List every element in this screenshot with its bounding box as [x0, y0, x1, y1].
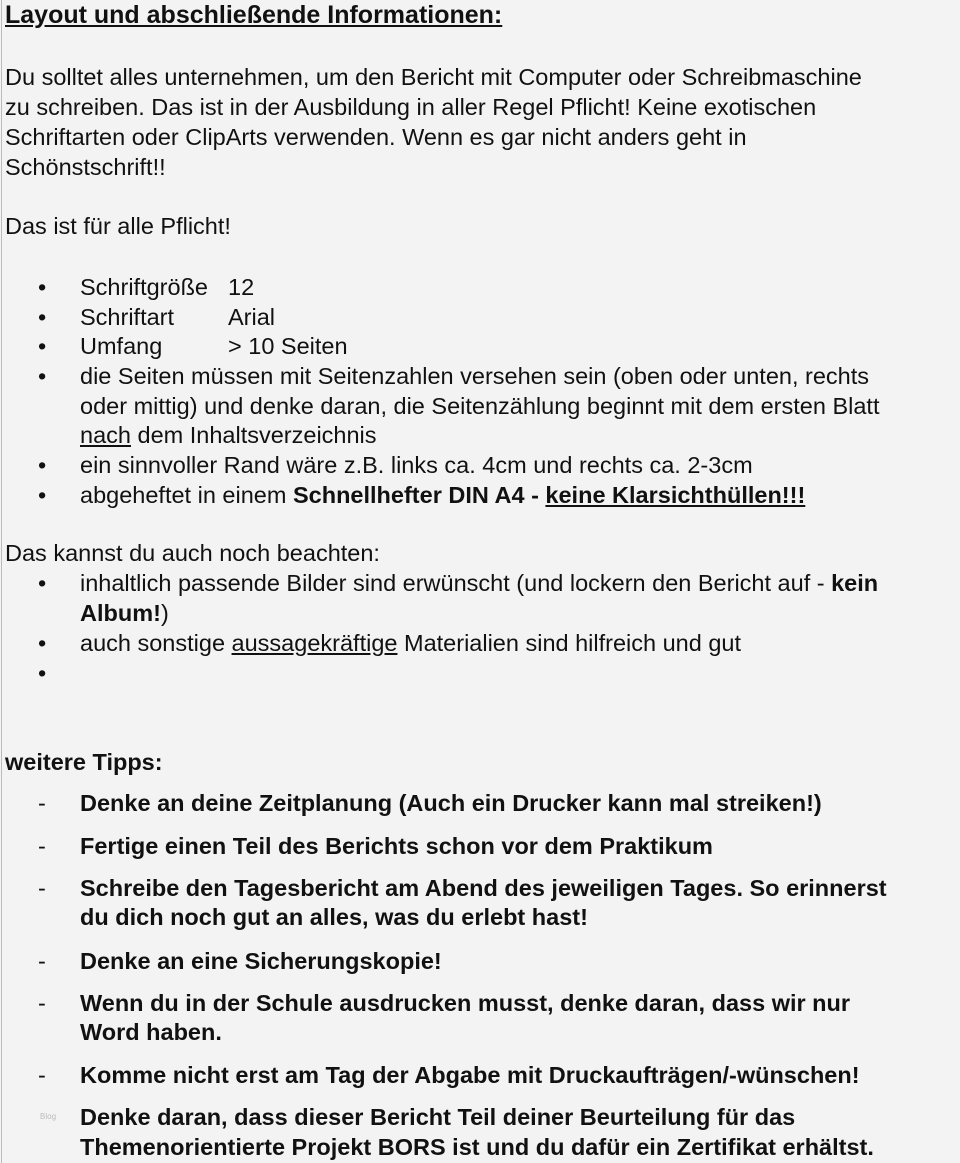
list-item-font-size: [80, 272, 254, 302]
value: 12: [228, 274, 255, 300]
text: auch sonstige: [80, 630, 232, 656]
bullet-icon: •: [38, 660, 47, 686]
list-item-length: [80, 331, 348, 361]
dash-icon: -: [38, 833, 46, 859]
emphasis: Album!: [80, 600, 161, 626]
tip-item: Komme nicht erst am Tag der Abgabe mit Druckaufträgen/-wünschen!: [80, 1062, 860, 1088]
label: Umfang: [80, 333, 163, 359]
list-item-margin: ein sinnvoller Rand wäre z.B. links ca. 4cm und rechts ca. 2-3cm: [80, 452, 753, 478]
tip-item: Wenn du in der Schule ausdrucken musst, denke daran, dass wir nur: [80, 990, 851, 1016]
emphasis: nach: [80, 422, 131, 448]
dash-icon: -: [38, 790, 46, 816]
tip-item: Fertige einen Teil des Berichts schon vor dem Praktikum: [80, 833, 713, 859]
list-item-binder: [80, 480, 805, 510]
bullet-icon: •: [38, 363, 47, 389]
text: Materialien sind hilfreich und gut: [397, 630, 742, 656]
label: Schriftart: [80, 304, 175, 330]
value: Arial: [228, 304, 276, 330]
page-border: [1, 0, 2, 1163]
emphasis: kein: [831, 570, 879, 596]
label: Schriftgröße: [80, 274, 208, 300]
tip-item: Schreibe den Tagesbericht am Abend des jeweiligen Tages. So erinnerst: [80, 875, 887, 901]
tip-item: Word haben.: [80, 1019, 222, 1045]
text: inhaltlich passende Bilder sind erwünscht (und lockern den Bericht auf -: [80, 570, 832, 596]
bullet-icon: •: [38, 630, 47, 656]
bullet-icon: •: [38, 274, 47, 300]
list-item-page-numbers: [80, 420, 377, 450]
tip-item: Denke an deine Zeitplanung (Auch ein Drucker kann mal streiken!): [80, 790, 822, 816]
text: dem Inhaltsverzeichnis: [130, 422, 377, 448]
bullet-icon: •: [38, 570, 47, 596]
dash-icon: -: [38, 1062, 46, 1088]
text: abgeheftet in einem: [80, 482, 293, 508]
emphasis: keine Klarsichthüllen!!!: [545, 482, 806, 508]
bullet-icon: •: [38, 333, 47, 359]
page-title: Layout und abschließende Informationen:: [5, 1, 503, 29]
tips-heading: weitere Tipps:: [5, 749, 163, 775]
tip-item: Denke daran, dass dieser Bericht Teil deiner Beurteilung für das: [80, 1104, 796, 1130]
intro-line: Du solltet alles unternehmen, um den Bericht mit Computer oder Schreibmaschine: [5, 64, 862, 90]
tip-item: Denke an eine Sicherungskopie!: [80, 948, 442, 974]
list-item-page-numbers: oder mittig) und denke daran, die Seitenzählung beginnt mit dem ersten Blatt: [80, 393, 880, 419]
list-item-font: [80, 302, 275, 332]
emphasis: Schnellhefter DIN A4 -: [292, 482, 546, 508]
list-item-page-numbers: die Seiten müssen mit Seitenzahlen versehen sein (oben oder unten, rechts: [80, 363, 870, 389]
bullet-icon: •: [38, 482, 47, 508]
tip-item: Themenorientierte Projekt BORS ist und du dafür ein Zertifikat erhältst.: [80, 1134, 874, 1160]
watermark: Blog: [40, 1112, 57, 1121]
text: ): [160, 600, 169, 626]
optional-heading: Das kannst du auch noch beachten:: [5, 540, 380, 566]
intro-line: Schriftarten oder ClipArts verwenden. Wenn es gar nicht anders geht in: [5, 124, 747, 150]
value: > 10 Seiten: [228, 333, 348, 359]
bullet-icon: •: [38, 304, 47, 330]
dash-icon: -: [38, 948, 46, 974]
mandatory-heading: Das ist für alle Pflicht!: [5, 213, 231, 239]
list-item-images: [80, 598, 169, 628]
dash-icon: -: [38, 875, 46, 901]
intro-line: Schönstschrift!!: [5, 154, 166, 180]
tip-item: du dich noch gut an alles, was du erlebt hast!: [80, 904, 588, 930]
intro-line: zu schreiben. Das ist in der Ausbildung in aller Regel Pflicht! Keine exotischen: [5, 94, 817, 120]
emphasis: aussagekräftige: [231, 630, 398, 656]
bullet-icon: •: [38, 452, 47, 478]
dash-icon: -: [38, 990, 46, 1016]
list-item-materials: [80, 628, 741, 658]
list-item-images: [80, 568, 878, 598]
